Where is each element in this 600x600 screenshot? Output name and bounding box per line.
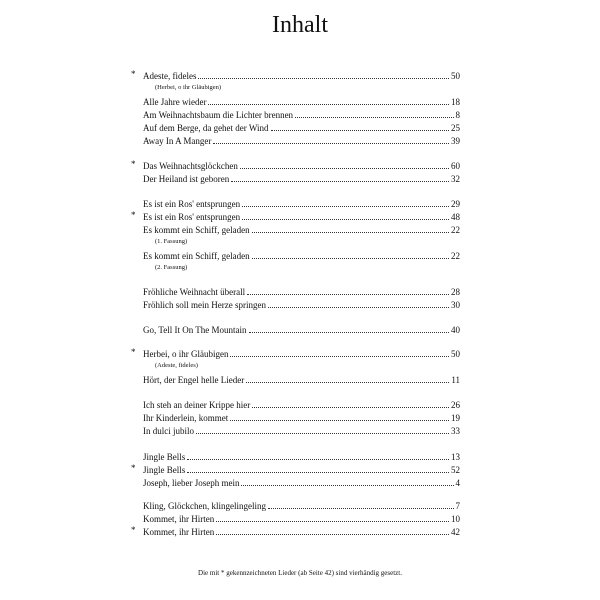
toc-entry-page: 22 xyxy=(451,251,460,261)
toc-entry xyxy=(143,464,460,477)
dot-leader xyxy=(230,412,449,421)
toc-entry-title: Kling, Glöckchen, klingelingeling xyxy=(143,501,266,511)
toc-entry xyxy=(143,500,460,513)
toc-entry-title: Away In A Manger xyxy=(143,136,212,146)
toc-entry-title: Joseph, lieber Joseph mein xyxy=(143,478,240,488)
four-hands-marker: * xyxy=(131,210,136,220)
toc-entry-page: 22 xyxy=(451,225,460,235)
dot-leader xyxy=(252,399,449,408)
toc-entry xyxy=(143,299,460,312)
toc-entry xyxy=(143,198,460,211)
toc-entry-title: Fröhliche Weihnacht überall xyxy=(143,287,246,297)
toc-entry xyxy=(143,374,460,387)
toc-entry xyxy=(143,286,460,299)
four-hands-marker: * xyxy=(131,463,136,473)
dot-leader xyxy=(242,211,449,220)
toc-entry xyxy=(143,324,460,337)
dot-leader xyxy=(242,198,449,207)
toc-entry xyxy=(143,70,460,83)
dot-leader xyxy=(246,374,449,383)
four-hands-marker: * xyxy=(131,525,136,535)
dot-leader xyxy=(268,500,454,509)
toc-entry-page: 25 xyxy=(451,123,460,133)
toc-entry xyxy=(143,250,460,263)
toc-entry-note: (2. Fassung) xyxy=(155,264,188,271)
toc-entry-page: 26 xyxy=(451,400,460,410)
toc-entry-title: Herbei, o ihr Gläubigen xyxy=(143,349,229,359)
toc-entry-page: 4 xyxy=(455,478,460,488)
toc-entry-title: Das Weihnachtsglöckchen xyxy=(143,161,238,171)
toc-entry xyxy=(143,135,460,148)
dot-leader xyxy=(230,348,449,357)
toc-entry-page: 40 xyxy=(451,325,460,335)
toc-entry-title: Es ist ein Ros' entsprungen xyxy=(143,199,241,209)
toc-entry xyxy=(143,96,460,109)
toc-entry-title: Kommet, ihr Hirten xyxy=(143,514,215,524)
dot-leader xyxy=(240,160,449,169)
footnote: Die mit * gekennzeichneten Lieder (ab Seite 42) sind vierhändig gesetzt. xyxy=(198,569,402,577)
toc-entry-page: 28 xyxy=(451,287,460,297)
toc-entry-title: Alle Jahre wieder xyxy=(143,97,207,107)
dot-leader xyxy=(295,109,453,118)
dot-leader xyxy=(231,173,449,182)
toc-entry-title: Ich steh an deiner Krippe hier xyxy=(143,400,251,410)
dot-leader xyxy=(252,224,449,233)
dot-leader xyxy=(208,96,449,105)
toc-entry xyxy=(143,399,460,412)
toc-entry-title: Jingle Bells xyxy=(143,465,186,475)
toc-entry xyxy=(143,348,460,361)
toc-entry-title: Es kommt ein Schiff, geladen xyxy=(143,225,250,235)
toc-entry xyxy=(143,477,460,490)
toc-entry-page: 10 xyxy=(451,514,460,524)
four-hands-marker: * xyxy=(131,347,136,357)
page-title: Inhalt xyxy=(272,12,328,38)
toc-entry xyxy=(143,451,460,464)
dot-leader xyxy=(241,477,453,486)
toc-entry-page: 13 xyxy=(451,452,460,462)
dot-leader xyxy=(213,135,449,144)
toc-entry-page: 18 xyxy=(451,97,460,107)
dot-leader xyxy=(249,324,449,333)
toc-entry-title: Go, Tell It On The Mountain xyxy=(143,325,247,335)
dot-leader xyxy=(252,250,449,259)
toc-entry-page: 11 xyxy=(451,375,460,385)
toc-entry-title: Es ist ein Ros' entsprungen xyxy=(143,212,241,222)
dot-leader xyxy=(247,286,449,295)
dot-leader xyxy=(216,513,449,522)
toc-entry-page: 7 xyxy=(455,501,460,511)
toc-entry-title: Hört, der Engel helle Lieder xyxy=(143,375,245,385)
dot-leader xyxy=(196,425,449,434)
toc-entry-title: Jingle Bells xyxy=(143,452,186,462)
four-hands-marker: * xyxy=(131,159,136,169)
toc-entry xyxy=(143,526,460,539)
toc-entry-page: 29 xyxy=(451,199,460,209)
toc-entry-title: Kommet, ihr Hirten xyxy=(143,527,215,537)
toc-entry-page: 60 xyxy=(451,161,460,171)
toc-entry-page: 50 xyxy=(451,349,460,359)
toc-entry-page: 19 xyxy=(451,413,460,423)
toc-entry-page: 50 xyxy=(451,71,460,81)
toc-entry-page: 52 xyxy=(451,465,460,475)
toc-entry-note: (1. Fassung) xyxy=(155,238,188,245)
dot-leader xyxy=(198,70,449,79)
toc-entry-title: Am Weihnachtsbaum die Lichter brennen xyxy=(143,110,294,120)
toc-entry-page: 32 xyxy=(451,174,460,184)
toc-entry xyxy=(143,513,460,526)
toc-entry-title: Auf dem Berge, da gehet der Wind xyxy=(143,123,269,133)
toc-entry xyxy=(143,160,460,173)
toc-entry-page: 30 xyxy=(451,300,460,310)
toc-entry xyxy=(143,425,460,438)
toc-entry xyxy=(143,412,460,425)
toc-entry-title: Ihr Kinderlein, kommet xyxy=(143,413,229,423)
toc-entry-page: 33 xyxy=(451,426,460,436)
toc-entry-title: Fröhlich soll mein Herze springen xyxy=(143,300,266,310)
dot-leader xyxy=(268,299,449,308)
toc-entry xyxy=(143,173,460,186)
toc-entry-title: Es kommt ein Schiff, geladen xyxy=(143,251,250,261)
dot-leader xyxy=(187,451,449,460)
toc-entry-page: 8 xyxy=(455,110,460,120)
toc-entry-note: (Herbei, o ihr Gläubigen) xyxy=(155,84,222,91)
toc-entry xyxy=(143,122,460,135)
toc-entry-title: Adeste, fideles xyxy=(143,71,197,81)
dot-leader xyxy=(187,464,449,473)
toc-entry-title: Der Heiland ist geboren xyxy=(143,174,230,184)
toc-entry-title: In dulci jubilo xyxy=(143,426,194,436)
dot-leader xyxy=(216,526,449,535)
toc-entry-page: 48 xyxy=(451,212,460,222)
toc-entry-page: 39 xyxy=(451,136,460,146)
toc-entry xyxy=(143,224,460,237)
toc-entry-note: (Adeste, fideles) xyxy=(155,362,198,369)
toc-entry xyxy=(143,109,460,122)
toc-entry xyxy=(143,211,460,224)
toc-entry-page: 42 xyxy=(451,527,460,537)
four-hands-marker: * xyxy=(131,69,136,79)
dot-leader xyxy=(271,122,449,131)
